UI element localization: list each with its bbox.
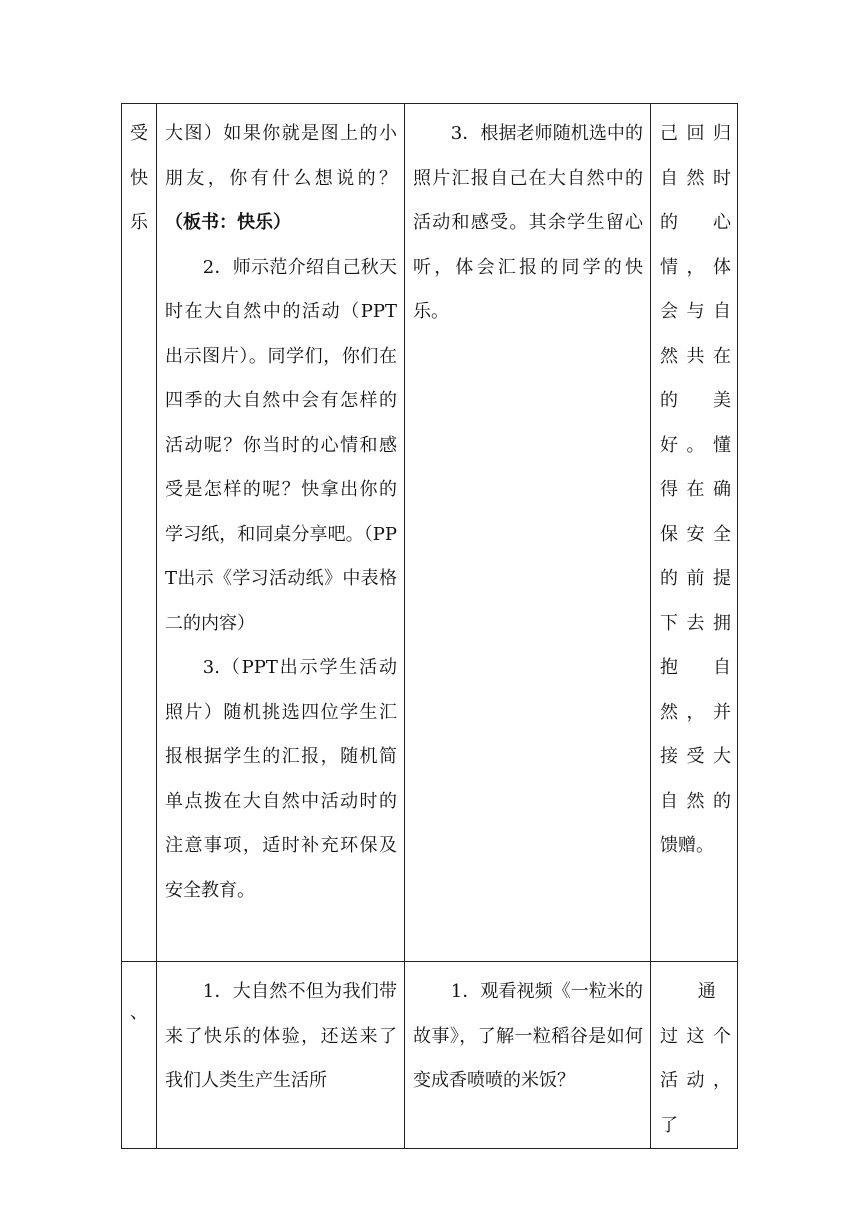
student-paragraph: 1．观看视频《一粒米的故事》，了解一粒稻谷是如何变成香喷喷的米饭？ <box>413 981 643 1091</box>
table-row <box>122 962 738 1149</box>
teacher-paragraph-3: 3.（PPT出示学生活动照片）随机挑选四位学生汇报根据学生的汇报，随机简单点拨在大自然中活动时的注意事项，适时补充环保及安全教育。 <box>165 657 397 901</box>
student-activity-cell <box>405 104 651 962</box>
student-activity-cell <box>405 962 651 1149</box>
table-row <box>122 104 738 962</box>
stage-label: 、 <box>130 1002 148 1023</box>
purpose-paragraph: 通过这个活动，了 <box>660 981 731 1136</box>
teacher-activity-cell <box>157 962 405 1149</box>
board-note: （板书：快乐） <box>165 212 291 233</box>
purpose-paragraph: 己回归自然时的心情，体会与自然共在的美好。懂得在确保安全的前提下去拥抱自然，并接受大自然的馈赠。 <box>660 123 731 856</box>
purpose-cell <box>651 962 738 1149</box>
stage-cell <box>122 104 157 962</box>
teacher-paragraph-1: 大图）如果你就是图上的小朋友，你有什么想说的？（板书：快乐） <box>165 123 397 233</box>
stage-cell <box>122 962 157 1149</box>
lesson-plan-table <box>121 103 738 1149</box>
teacher-paragraph-2: 2．师示范介绍自己秋天时在大自然中的活动（PPT出示图片）。同学们，你们在四季的大自然中会有怎样的活动呢？你当时的心情和感受是怎样的呢？快拿出你的学习纸，和同桌分享吧。（PPT出示《学习活动纸》中表格二的内容） <box>165 256 397 634</box>
teacher-activity-cell <box>157 104 405 962</box>
teacher-paragraph: 1．大自然不但为我们带来了快乐的体验，还送来了我们人类生产生活所 <box>165 981 397 1091</box>
student-paragraph: 3．根据老师随机选中的照片汇报自己在大自然中的活动和感受。其余学生留心听，体会汇报的同学的快乐。 <box>413 123 643 322</box>
stage-label: 受快乐 <box>130 123 148 233</box>
purpose-cell <box>651 104 738 962</box>
